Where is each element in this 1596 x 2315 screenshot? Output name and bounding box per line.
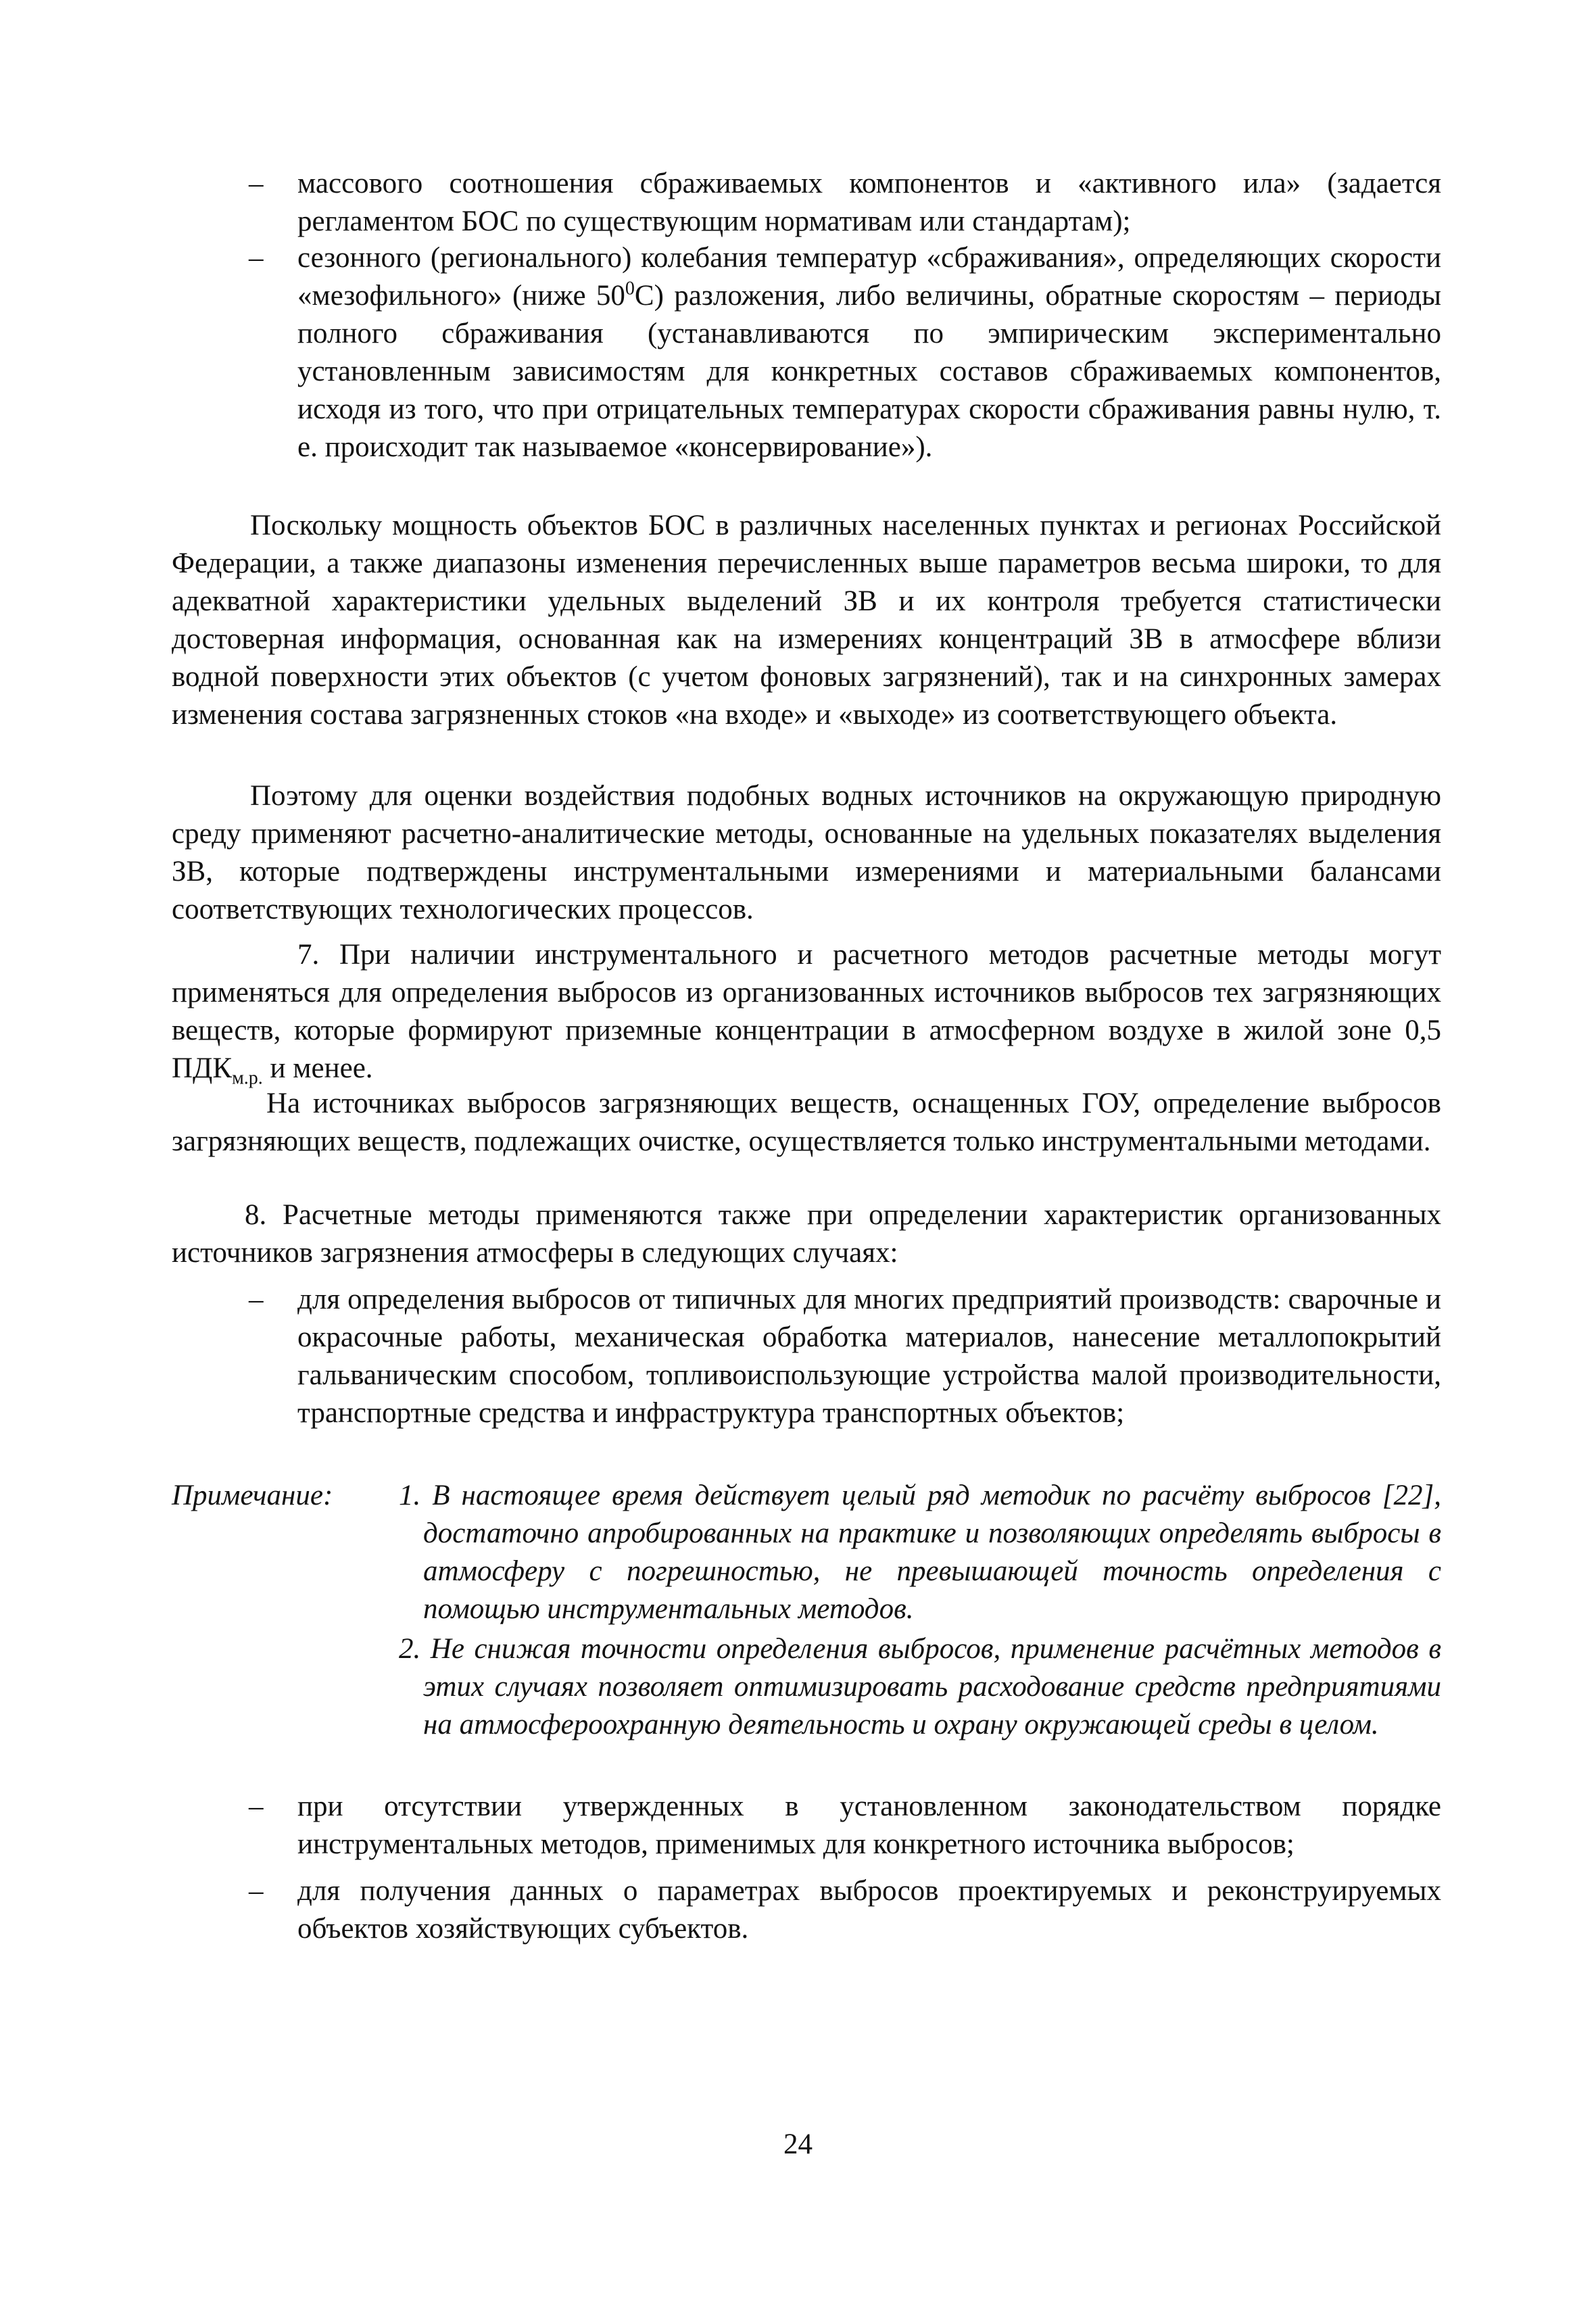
list-dash: – xyxy=(249,168,264,199)
list-item: при отсутствии утвержденных в установленном законодательством порядке инструментальных методов, применимых для конкретного источника выбросов; xyxy=(297,1790,1441,1860)
list-dash: – xyxy=(249,1284,264,1315)
list-item: для определения выбросов от типичных для многих предприятий производств: сварочные и окрасочные работы, механическая обработка материалов, нанесение металлопокрытий гальваническим способом, топливоиспользующие устройства малой производительности, транспортные средства и инфраструктура транспортных объектов; xyxy=(297,1284,1441,1429)
subscript: м.р. xyxy=(232,1067,263,1089)
list-dash: – xyxy=(249,1790,264,1822)
list-item: массового соотношения сбраживаемых компонентов и «активного ила» (задается регламентом БОС по существующим нормативам или стандартам); xyxy=(297,168,1441,237)
paragraph-text: 7. При наличии инструментального и расчетного методов расчетные методы могут применяться для определения выбросов из организованных источников выбросов тех загрязняющих веществ, которые формируют приземные концентрации в атмосферном воздухе в жилой зоне 0,5 ПДК xyxy=(172,939,1441,1084)
note-item-1: 1. В настоящее время действует целый ряд методик по расчёту выбросов [22], достаточно апробированных на практике и позволяющих определять выбросы в атмосферу с погрешностью, не превышающей точность определения с помощью инструментальных методов. xyxy=(399,1480,1441,1625)
list-dash: – xyxy=(249,242,264,274)
note-label: Примечание: xyxy=(172,1480,333,1511)
paragraph-item-8: 8. Расчетные методы применяются также при определении характеристик организованных источников загрязнения атмосферы в следующих случаях: xyxy=(172,1199,1441,1269)
paragraph: Поскольку мощность объектов БОС в различных населенных пунктах и регионах Российской Федерации, а также диапазоны изменения перечисленных выше параметров весьма широки, то для адекватной характеристики удельных выделений ЗВ и их контроля требуется статистически достоверная информация, основанная как на измерениях концентраций ЗВ в атмосфере вблизи водной поверхности этих объектов (с учетом фоновых загрязнений), так и на синхронных замерах изменения состава загрязненных стоков «на входе» и «выходе» из соответствующего объекта. xyxy=(172,510,1441,731)
superscript: 0 xyxy=(625,278,635,299)
paragraph: На источниках выбросов загрязняющих веществ, оснащенных ГОУ, определение выбросов загрязняющих веществ, подлежащих очистке, осуществляется только инструментальными методами. xyxy=(172,1088,1441,1157)
list-item xyxy=(297,239,1441,466)
list-item-text: С) разложения, либо величины, обратные скоростям – периоды полного сбраживания (устанавливаются по эмпирическим экспериментально установленным зависимостям для конкретных составов сбраживаемых компонентов, исходя из того, что при отрицательных температурах скорости сбраживания равны нулю, т. е. происходит так называемое «консервирование»). xyxy=(297,280,1441,463)
page-number: 24 xyxy=(783,2128,813,2160)
paragraph-item-7 xyxy=(172,936,1441,1088)
list-item: для получения данных о параметрах выбросов проектируемых и реконструируемых объектов хозяйствующих субъектов. xyxy=(297,1875,1441,1945)
list-dash: – xyxy=(249,1875,264,1907)
note-item-2: 2. Не снижая точности определения выбросов, применение расчётных методов в этих случаях позволяет оптимизировать расходование средств предприятиями на атмосфероохранную деятельность и охрану окружающей среды в целом. xyxy=(399,1633,1441,1740)
paragraph-text: и менее. xyxy=(262,1052,373,1084)
list-item-text: сезонного (регионального) колебания температур «сбраживания», определяющих скорости «мезофильного» (ниже 50 xyxy=(297,242,1441,312)
paragraph: Поэтому для оценки воздействия подобных водных источников на окружающую природную среду применяют расчетно-аналитические методы, основанные на удельных показателях выделения ЗВ, которые подтверждены инструментальными измерениями и материальными балансами соответствующих технологических процессов. xyxy=(172,780,1441,925)
